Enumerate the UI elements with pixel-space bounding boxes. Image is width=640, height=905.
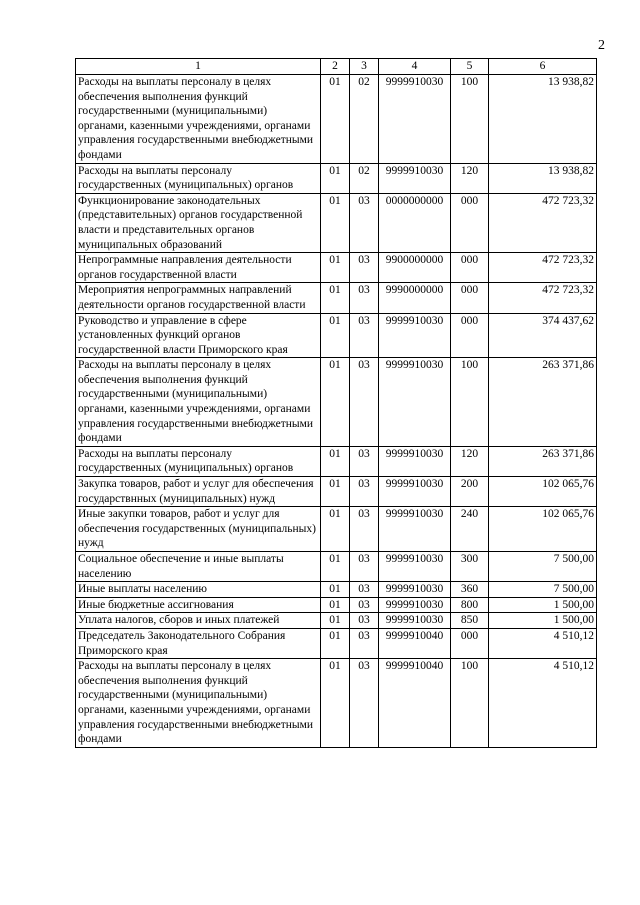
target-article-cell: 9999910030 xyxy=(379,358,451,447)
subsection-code-cell: 02 xyxy=(350,163,379,193)
subsection-code-cell: 02 xyxy=(350,75,379,164)
table-row xyxy=(76,313,597,358)
subsection-code-cell: 03 xyxy=(350,659,379,748)
amount-cell: 13 938,82 xyxy=(489,163,597,193)
row-name-cell: Социальное обеспечение и иные выплаты населению xyxy=(76,552,321,582)
expense-type-cell: 200 xyxy=(451,477,489,507)
target-article-cell: 9900000000 xyxy=(379,253,451,283)
table-row xyxy=(76,283,597,313)
section-code-cell: 01 xyxy=(321,597,350,613)
target-article-cell: 9999910030 xyxy=(379,552,451,582)
amount-cell: 7 500,00 xyxy=(489,552,597,582)
table-row xyxy=(76,628,597,658)
target-article-cell: 9999910030 xyxy=(379,613,451,629)
subsection-code-cell: 03 xyxy=(350,477,379,507)
section-code-cell: 01 xyxy=(321,75,350,164)
row-name-cell: Расходы на выплаты персоналу в целях обеспечения выполнения функций государственными (муниципальными) органами, казенными учреждениями, органами управления государственными внебюджетными фондами xyxy=(76,75,321,164)
amount-cell: 7 500,00 xyxy=(489,582,597,598)
row-name-cell: Иные выплаты населению xyxy=(76,582,321,598)
section-code-cell: 01 xyxy=(321,283,350,313)
target-article-cell: 9999910030 xyxy=(379,597,451,613)
amount-cell: 102 065,76 xyxy=(489,477,597,507)
section-code-cell: 01 xyxy=(321,582,350,598)
table-row xyxy=(76,507,597,552)
row-name-cell: Расходы на выплаты персоналу государственных (муниципальных) органов xyxy=(76,446,321,476)
subsection-code-cell: 03 xyxy=(350,358,379,447)
header-cell: 2 xyxy=(321,59,350,75)
target-article-cell: 9999910040 xyxy=(379,628,451,658)
section-code-cell: 01 xyxy=(321,163,350,193)
section-code-cell: 01 xyxy=(321,613,350,629)
table-row xyxy=(76,582,597,598)
subsection-code-cell: 03 xyxy=(350,193,379,252)
amount-cell: 374 437,62 xyxy=(489,313,597,358)
table-row xyxy=(76,358,597,447)
amount-cell: 102 065,76 xyxy=(489,507,597,552)
header-cell: 3 xyxy=(350,59,379,75)
section-code-cell: 01 xyxy=(321,659,350,748)
expense-type-cell: 000 xyxy=(451,253,489,283)
expense-type-cell: 300 xyxy=(451,552,489,582)
table-row xyxy=(76,446,597,476)
target-article-cell: 9999910030 xyxy=(379,313,451,358)
section-code-cell: 01 xyxy=(321,477,350,507)
row-name-cell: Расходы на выплаты персоналу государственных (муниципальных) органов xyxy=(76,163,321,193)
row-name-cell: Расходы на выплаты персоналу в целях обеспечения выполнения функций государственными (муниципальными) органами, казенными учреждениями, органами управления государственными внебюджетными фондами xyxy=(76,659,321,748)
table-row xyxy=(76,597,597,613)
row-name-cell: Расходы на выплаты персоналу в целях обеспечения выполнения функций государственными (муниципальными) органами, казенными учреждениями, органами управления государственными внебюджетными фондами xyxy=(76,358,321,447)
expense-type-cell: 120 xyxy=(451,446,489,476)
subsection-code-cell: 03 xyxy=(350,507,379,552)
subsection-code-cell: 03 xyxy=(350,582,379,598)
table-row xyxy=(76,659,597,748)
table-row xyxy=(76,193,597,252)
amount-cell: 263 371,86 xyxy=(489,446,597,476)
row-name-cell: Председатель Законодательного Собрания Приморского края xyxy=(76,628,321,658)
expense-type-cell: 000 xyxy=(451,313,489,358)
expense-type-cell: 000 xyxy=(451,283,489,313)
table-header-row xyxy=(76,59,597,75)
amount-cell: 13 938,82 xyxy=(489,75,597,164)
section-code-cell: 01 xyxy=(321,358,350,447)
table-row xyxy=(76,253,597,283)
section-code-cell: 01 xyxy=(321,507,350,552)
subsection-code-cell: 03 xyxy=(350,552,379,582)
expense-type-cell: 120 xyxy=(451,163,489,193)
subsection-code-cell: 03 xyxy=(350,446,379,476)
page-number: 2 xyxy=(598,38,605,53)
subsection-code-cell: 03 xyxy=(350,613,379,629)
row-name-cell: Мероприятия непрограммных направлений деятельности органов государственной власти xyxy=(76,283,321,313)
subsection-code-cell: 03 xyxy=(350,628,379,658)
expense-type-cell: 800 xyxy=(451,597,489,613)
row-name-cell: Руководство и управление в сфере установленных функций органов государственной власти Приморского края xyxy=(76,313,321,358)
amount-cell: 1 500,00 xyxy=(489,613,597,629)
table-row xyxy=(76,613,597,629)
budget-table xyxy=(75,58,597,748)
section-code-cell: 01 xyxy=(321,193,350,252)
section-code-cell: 01 xyxy=(321,552,350,582)
target-article-cell: 0000000000 xyxy=(379,193,451,252)
amount-cell: 472 723,32 xyxy=(489,253,597,283)
expense-type-cell: 000 xyxy=(451,193,489,252)
expense-type-cell: 100 xyxy=(451,659,489,748)
expense-type-cell: 240 xyxy=(451,507,489,552)
subsection-code-cell: 03 xyxy=(350,313,379,358)
row-name-cell: Иные закупки товаров, работ и услуг для обеспечения государственных (муниципальных) нужд xyxy=(76,507,321,552)
amount-cell: 263 371,86 xyxy=(489,358,597,447)
row-name-cell: Функционирование законодательных (представительных) органов государственной власти и представительных органов муниципальных образований xyxy=(76,193,321,252)
row-name-cell: Уплата налогов, сборов и иных платежей xyxy=(76,613,321,629)
row-name-cell: Закупка товаров, работ и услуг для обеспечения государствнных (муниципальных) нужд xyxy=(76,477,321,507)
header-cell: 6 xyxy=(489,59,597,75)
table-row xyxy=(76,552,597,582)
target-article-cell: 9999910030 xyxy=(379,75,451,164)
table-body xyxy=(76,75,597,748)
expense-type-cell: 000 xyxy=(451,628,489,658)
amount-cell: 472 723,32 xyxy=(489,193,597,252)
row-name-cell: Иные бюджетные ассигнования xyxy=(76,597,321,613)
expense-type-cell: 360 xyxy=(451,582,489,598)
header-cell: 4 xyxy=(379,59,451,75)
amount-cell: 4 510,12 xyxy=(489,659,597,748)
section-code-cell: 01 xyxy=(321,628,350,658)
target-article-cell: 9990000000 xyxy=(379,283,451,313)
subsection-code-cell: 03 xyxy=(350,283,379,313)
target-article-cell: 9999910030 xyxy=(379,507,451,552)
section-code-cell: 01 xyxy=(321,446,350,476)
expense-type-cell: 100 xyxy=(451,358,489,447)
table-row xyxy=(76,75,597,164)
target-article-cell: 9999910040 xyxy=(379,659,451,748)
amount-cell: 472 723,32 xyxy=(489,283,597,313)
header-cell: 1 xyxy=(76,59,321,75)
target-article-cell: 9999910030 xyxy=(379,446,451,476)
header-cell: 5 xyxy=(451,59,489,75)
amount-cell: 4 510,12 xyxy=(489,628,597,658)
row-name-cell: Непрограммные направления деятельности органов государственной власти xyxy=(76,253,321,283)
section-code-cell: 01 xyxy=(321,253,350,283)
table-row xyxy=(76,163,597,193)
expense-type-cell: 850 xyxy=(451,613,489,629)
target-article-cell: 9999910030 xyxy=(379,582,451,598)
table-row xyxy=(76,477,597,507)
section-code-cell: 01 xyxy=(321,313,350,358)
subsection-code-cell: 03 xyxy=(350,597,379,613)
subsection-code-cell: 03 xyxy=(350,253,379,283)
target-article-cell: 9999910030 xyxy=(379,163,451,193)
target-article-cell: 9999910030 xyxy=(379,477,451,507)
expense-type-cell: 100 xyxy=(451,75,489,164)
amount-cell: 1 500,00 xyxy=(489,597,597,613)
